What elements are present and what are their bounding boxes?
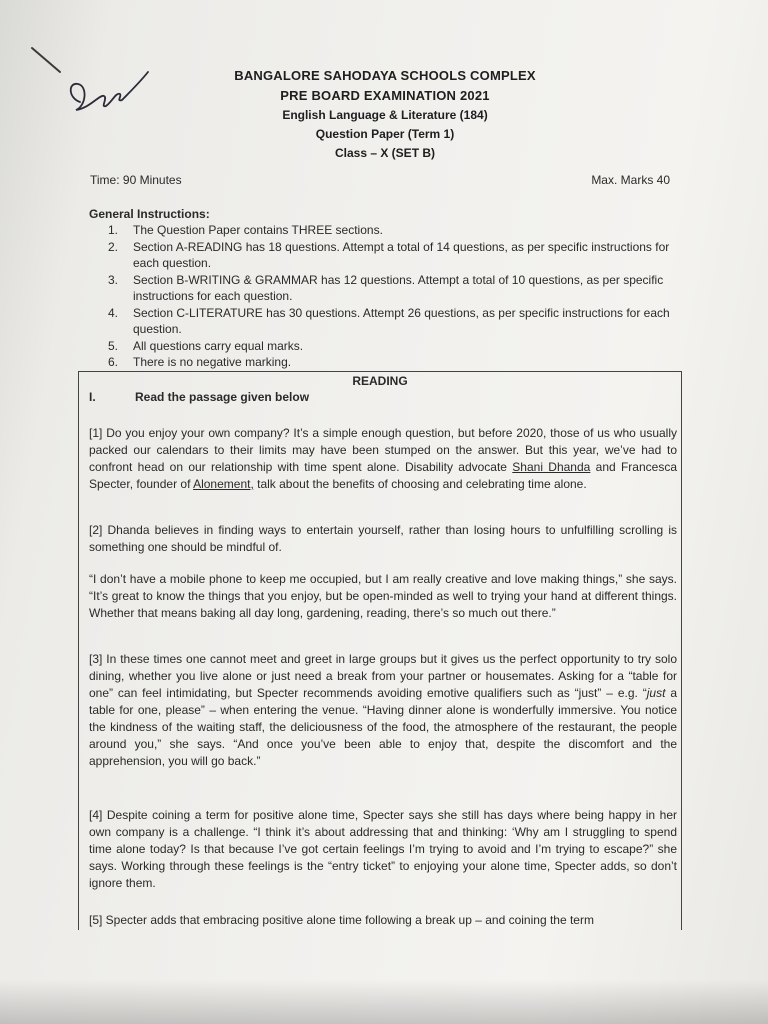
exam-header xyxy=(160,66,610,163)
name-alonement: Alonement, xyxy=(193,477,254,491)
exam-title: PRE BOARD EXAMINATION 2021 xyxy=(280,88,490,103)
class-set: Class – X (SET B) xyxy=(334,146,436,160)
instruction-item: 5. All questions carry equal marks. xyxy=(108,338,304,353)
paper-title: Question Paper (Term 1) xyxy=(315,127,455,141)
max-marks: Max. Marks 40 xyxy=(591,173,670,187)
instruction-item: 6. There is no negative marking. xyxy=(108,355,292,369)
section-heading: Read the passage given below xyxy=(135,390,310,404)
name-shani-dhanda: Shani Dhanda xyxy=(512,460,591,474)
page-bottom-shadow xyxy=(0,980,768,1024)
reading-title: READING xyxy=(352,374,408,388)
instructions-list xyxy=(108,222,683,371)
instruction-item: 1. The Question Paper contains THREE sections. xyxy=(108,223,383,237)
passage-paragraph-6: [5] Specter adds that embracing positive alone time following a break up – and coining the term xyxy=(89,913,594,927)
school-complex-title: BANGALORE SAHODAYA SCHOOLS COMPLEX xyxy=(234,68,536,83)
exam-meta xyxy=(90,173,670,187)
instructions-title: General Instructions: xyxy=(89,207,210,221)
instruction-item: 2. Section A-READING has 18 questions. Attempt a total of 14 questions, as per specific instructions for each question. xyxy=(108,239,670,270)
handwritten-signature xyxy=(60,62,160,132)
passage-paragraph-1: [1] Do you enjoy your own company? It’s a simple enough question, but before 2020, those of us who usually packed our calendars to their limits may have been stumped on the answer. But this year, we’ve had to confront head on our relationship with time spent alone. Disability advocate Shani Dhanda and Francesca Specter, founder of Alonement, talk about the benefits of choosing and celebrating time alone. xyxy=(89,426,678,491)
passage-paragraph-5: [4] Despite coining a term for positive alone time, Specter says she still has days where being happy in her own company is a challenge. “I think it’s about addressing that and thinking: ‘Why am I struggling to spend time alone today? Is that because I’ve got certain feelings I’m trying to avoid and I’m trying to escape?” she says. Working through these feelings is the “entry ticket” to enjoying your alone time, Specter adds, so don’t ignore them. xyxy=(89,808,677,890)
passage-paragraph-3: “I don’t have a mobile phone to keep me occupied, but I am really creative and love making things,” she says. “It’s great to know the things that you enjoy, but be open-minded as well to trying your hand at different things. Whether that means baking all day long, gardening, reading, there’s so much out there.” xyxy=(89,572,677,620)
reading-section xyxy=(78,371,682,930)
subject-title: English Language & Literature (184) xyxy=(282,108,488,122)
passage-paragraph-2: [2] Dhanda believes in finding ways to entertain yourself, rather than losing hours to unfulfilling scrolling is something one should be mindful of. xyxy=(89,523,677,554)
passage-paragraph-4: [3] In these times one cannot meet and greet in large groups but it gives us the perfect opportunity to try solo dining, whether you live alone or just need a break from your partner or housemates. Asking for a “table for one” can feel intimidating, but Specter recommends avoiding emotive qualifiers such as “just” – e.g. “just a table for one, please” – when entering the venue. “Having dinner alone is wonderfully immersive. You notice the kindness of the waiting staff, the deliciousness of the food, the atmosphere of the restaurant, the people around you,” she says. “And once you’ve been able to enjoy that, despite the discomfort and the apprehension, you will go back.” xyxy=(89,652,677,768)
time-allowed: Time: 90 Minutes xyxy=(90,173,182,187)
instruction-item: 3. Section B-WRITING & GRAMMAR has 12 questions. Attempt a total of 10 questions, as per specific instructions for each question. xyxy=(108,272,664,303)
instruction-item: 4. Section C-LITERATURE has 30 questions. Attempt 26 questions, as per specific instructions for each question. xyxy=(108,305,670,336)
section-number: I. xyxy=(89,390,96,404)
